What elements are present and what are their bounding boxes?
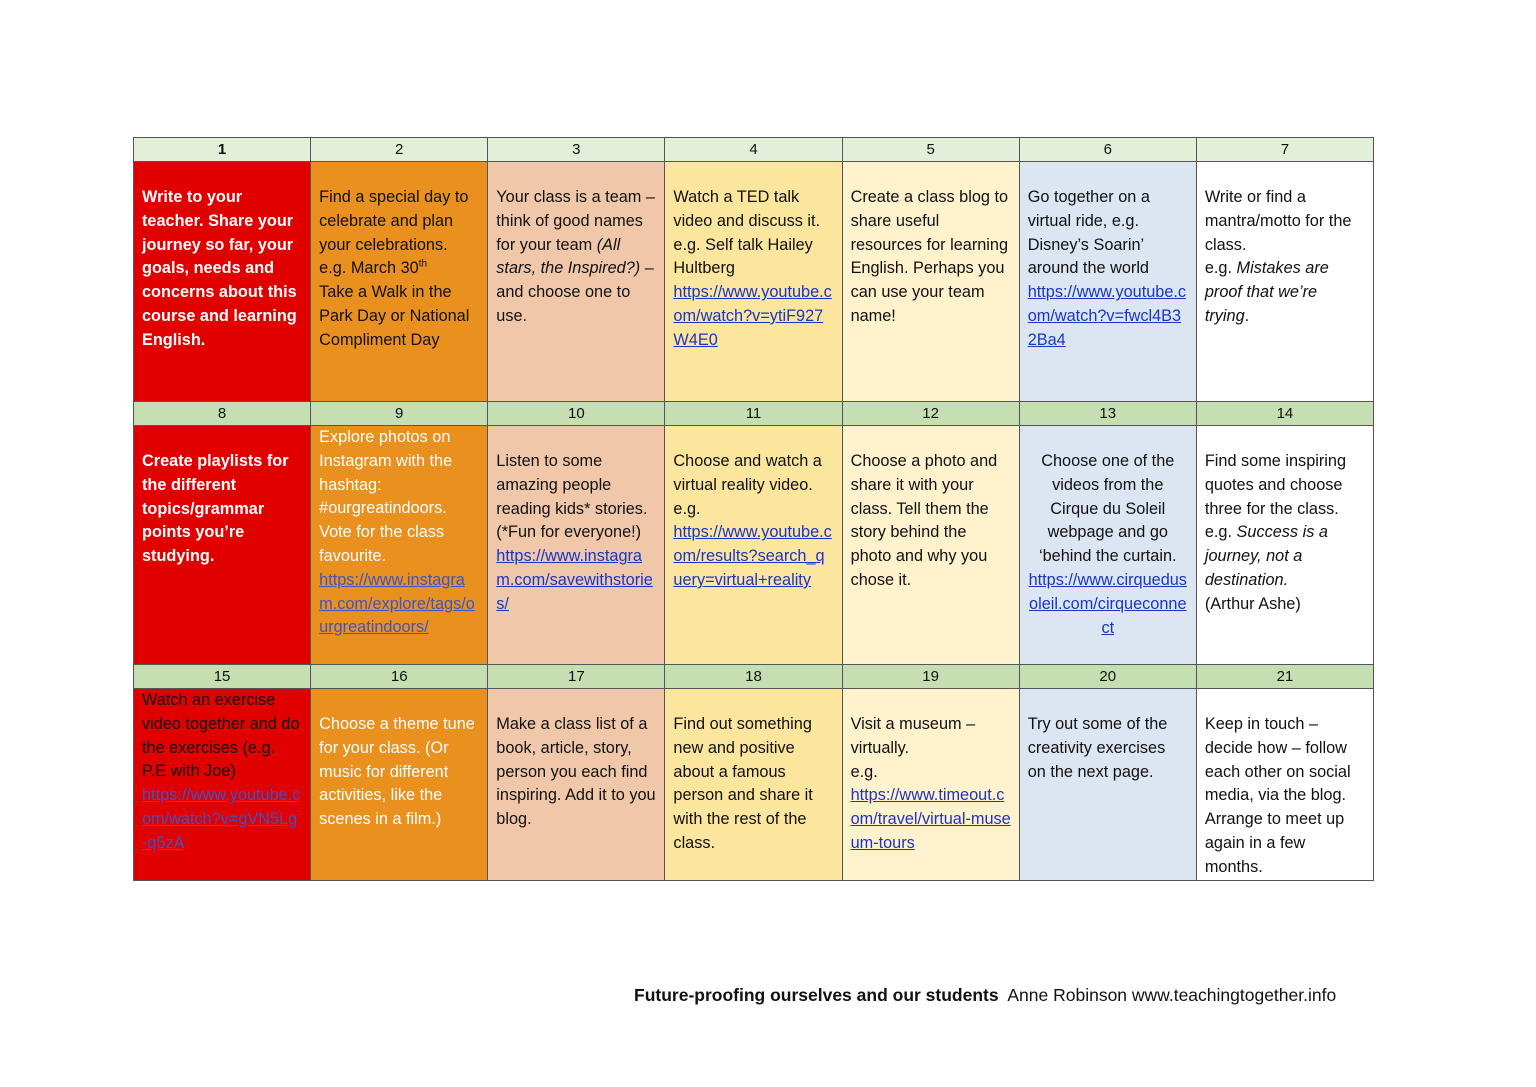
day-number: 2 — [311, 138, 488, 162]
day-header-row — [134, 138, 1374, 162]
day-number: 14 — [1196, 402, 1373, 426]
activity-row — [134, 689, 1374, 881]
video-link[interactable]: https://www.youtube.com/watch?v=gVN5Lg-q5zA — [142, 786, 301, 852]
activity-cell — [1019, 162, 1196, 402]
activity-text: Write to your teacher. Share your journey so far, your goals, needs and concerns about this course and learning English. — [142, 188, 297, 349]
activity-text: Listen to some amazing people reading kids* stories. (*Fun for everyone!) — [496, 452, 648, 542]
day-number: 4 — [665, 138, 842, 162]
activity-row — [134, 162, 1374, 402]
activity-example: e.g. March 30th — [319, 258, 428, 278]
activity-cell — [842, 162, 1019, 402]
day-number: 7 — [1196, 138, 1373, 162]
activity-text: Your class is a team – think of good names for your team (All stars, the Inspired?) – and choose one to use. — [496, 188, 655, 325]
activity-text: Visit a museum – virtually. — [850, 715, 976, 757]
day-number: 13 — [1019, 402, 1196, 426]
activity-cell — [842, 689, 1019, 881]
footer-title: Future-proofing ourselves and our students — [634, 985, 999, 1005]
activity-cell — [311, 426, 488, 665]
activity-text: Write or find a mantra/motto for the class. — [1204, 188, 1352, 254]
website-link[interactable]: https://www.cirquedusoleil.com/cirqueconnect — [1028, 570, 1187, 637]
day-number: 9 — [311, 402, 488, 426]
day-number: 3 — [488, 138, 665, 162]
day-number: 10 — [488, 402, 665, 426]
footer-byline: Anne Robinson www.teachingtogether.info — [998, 985, 1337, 1005]
day-number: 1 — [134, 138, 311, 162]
activity-text: Choose a photo and share it with your class. Tell them the story behind the photo and why you chose it. — [850, 452, 998, 589]
activity-cell — [665, 426, 842, 665]
page-footer — [634, 985, 1336, 1006]
activity-cell — [488, 689, 665, 881]
activity-example: e.g. Success is a journey, not a destination. — [1204, 523, 1328, 589]
activity-cell — [1019, 689, 1196, 881]
activity-text: Watch an exercise video together and do the exercises (e.g. P.E with Joe) — [142, 691, 300, 781]
day-number: 11 — [665, 402, 842, 426]
activity-text: Keep in touch – decide how – follow each other on social media, via the blog. Arrange to meet up again in a few months. — [1204, 715, 1351, 876]
activity-cell — [842, 426, 1019, 665]
activity-example: e.g. Mistakes are proof that we’re trying. — [1204, 259, 1329, 325]
activity-cell — [1196, 426, 1373, 665]
quote-author: (Arthur Ashe) — [1204, 594, 1301, 613]
activity-example: e.g. — [850, 762, 878, 781]
activity-cell — [134, 162, 311, 402]
activity-cell — [311, 689, 488, 881]
day-number: 16 — [311, 665, 488, 689]
day-number: 19 — [842, 665, 1019, 689]
day-number: 8 — [134, 402, 311, 426]
day-number: 6 — [1019, 138, 1196, 162]
activity-text: Take a Walk in the Park Day or National Compliment Day — [319, 283, 470, 349]
activity-row — [134, 426, 1374, 665]
activity-cell — [488, 162, 665, 402]
activity-cell — [311, 162, 488, 402]
activity-example: e.g. — [673, 499, 701, 518]
video-link[interactable]: https://www.youtube.com/watch?v=fwcl4B32Ba4 — [1027, 283, 1187, 349]
instagram-link[interactable]: https://www.instagram.com/savewithstories/ — [496, 547, 653, 613]
day-header-row — [134, 402, 1374, 426]
activity-cell — [665, 689, 842, 881]
day-number: 5 — [842, 138, 1019, 162]
activity-text: Make a class list of a book, article, story, person you each find inspiring. Add it to you blog. — [496, 715, 656, 829]
instagram-link[interactable]: https://www.instagram.com/explore/tags/ourgreatindoors/ — [319, 570, 475, 637]
activity-text: Explore photos on Instagram with the hashtag: #ourgreatindoors. Vote for the class favourite. — [319, 428, 453, 565]
activity-cell — [1196, 689, 1373, 881]
activity-cell — [1196, 162, 1373, 402]
activity-cell — [665, 162, 842, 402]
activity-text: Go together on a virtual ride, e.g. Disney’s Soarin’ around the world — [1027, 188, 1150, 278]
activity-text: Try out some of the creativity exercises on the next page. — [1027, 715, 1168, 781]
activity-cell — [1019, 426, 1196, 665]
activity-text: Find out something new and positive about a famous person and share it with the rest of the class. — [673, 715, 813, 852]
activity-cell — [488, 426, 665, 665]
activity-text: Create a class blog to share useful resources for learning English. Perhaps you can use your team name! — [850, 188, 1009, 325]
day-number: 17 — [488, 665, 665, 689]
website-link[interactable]: https://www.timeout.com/travel/virtual-museum-tours — [850, 786, 1011, 852]
day-number: 21 — [1196, 665, 1373, 689]
video-link[interactable]: https://www.youtube.com/watch?v=ytiF927W4E0 — [673, 283, 832, 349]
activity-text: Find some inspiring quotes and choose three for the class. — [1204, 452, 1347, 518]
activity-text: Choose one of the videos from the Cirque du Soleil webpage and go ‘behind the curtain. — [1038, 452, 1177, 566]
day-number: 18 — [665, 665, 842, 689]
video-link[interactable]: https://www.youtube.com/results?search_query=virtual+reality — [673, 523, 832, 589]
activity-text: Choose and watch a virtual reality video. — [673, 452, 822, 494]
activity-text: Find a special day to celebrate and plan your celebrations. — [319, 188, 469, 254]
activity-text: Choose a theme tune for your class. (Or music for different activities, like the scenes in a film.) — [319, 715, 475, 829]
activity-example: e.g. Self talk Hailey Hultberg — [673, 235, 813, 278]
day-number: 12 — [842, 402, 1019, 426]
day-number: 20 — [1019, 665, 1196, 689]
day-number: 15 — [134, 665, 311, 689]
activity-cell — [134, 426, 311, 665]
activity-text: Watch a TED talk video and discuss it. — [673, 188, 821, 230]
activity-calendar-table — [133, 137, 1374, 881]
activity-cell — [134, 689, 311, 881]
activity-text: Create playlists for the different topics/grammar points you’re studying. — [142, 452, 289, 566]
day-header-row — [134, 665, 1374, 689]
